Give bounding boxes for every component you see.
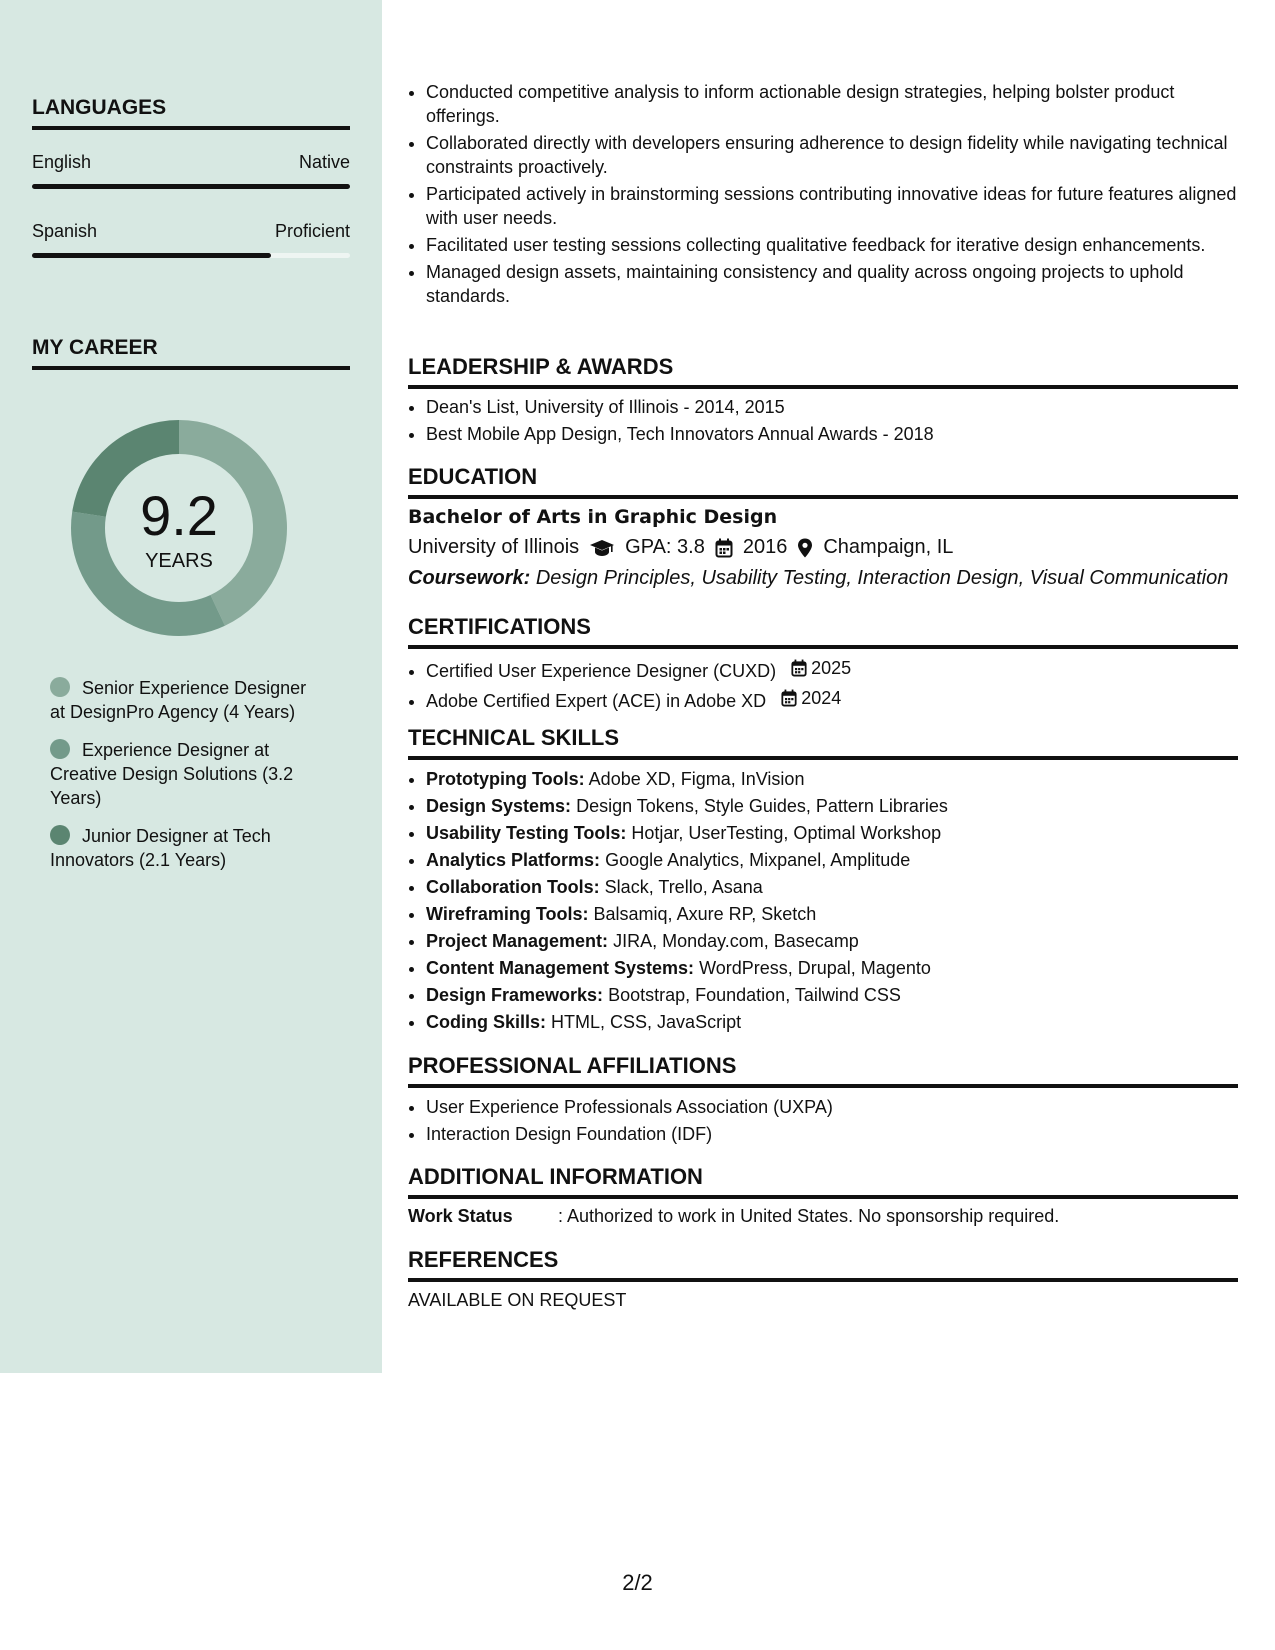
work-status-label: Work Status <box>408 1206 513 1226</box>
skill-label: Content Management Systems: <box>426 958 695 978</box>
language-bar-fill <box>32 253 271 258</box>
list-item: • Interaction Design Foundation (IDF) <box>426 1122 1238 1146</box>
skill-label: Design Systems: <box>426 796 572 816</box>
skill-label: Prototyping Tools: <box>426 769 585 789</box>
list-item: • Collaborated directly with developers ensuring adherence to design fidelity while navigating technical constraints proactively. <box>426 131 1238 179</box>
list-item: • Conducted competitive analysis to inform actionable design strategies, helping bolster product offerings. <box>426 80 1238 128</box>
list-item <box>426 794 1238 818</box>
skill-value: Adobe XD, Figma, InVision <box>588 769 805 789</box>
certification-name: Adobe Certified Expert (ACE) in Adobe XD <box>426 691 767 711</box>
experience-bullets <box>408 80 1238 311</box>
list-item <box>426 929 1238 953</box>
certifications-list <box>408 656 1238 716</box>
legend-dot <box>50 677 70 697</box>
skill-value: Slack, Trello, Asana <box>604 877 763 897</box>
calendar-icon <box>791 659 807 677</box>
certification-year-wrap <box>791 656 851 680</box>
certifications-heading: CERTIFICATIONS <box>408 614 1238 649</box>
additional-info-row <box>408 1206 1238 1227</box>
education-location: Champaign, IL <box>823 536 954 558</box>
languages-heading: LANGUAGES <box>32 96 350 130</box>
legend-dot <box>50 825 70 845</box>
skill-label: Usability Testing Tools: <box>426 823 627 843</box>
list-item: • Facilitated user testing sessions collecting qualitative feedback for iterative design enhancements. <box>426 233 1238 257</box>
language-row-english <box>32 152 350 173</box>
education-heading: EDUCATION <box>408 464 1238 499</box>
skill-label: Collaboration Tools: <box>426 877 600 897</box>
legend-label: Senior Experience Designer at DesignPro Agency (4 Years) <box>50 678 307 722</box>
career-heading: MY CAREER <box>32 336 350 370</box>
skill-value: Google Analytics, Mixpanel, Amplitude <box>605 850 911 870</box>
career-legend <box>50 676 320 886</box>
affiliations-list <box>408 1095 1238 1149</box>
skill-value: Hotjar, UserTesting, Optimal Workshop <box>631 823 942 843</box>
affiliations-heading: PROFESSIONAL AFFILIATIONS <box>408 1053 1238 1088</box>
page-number: 2/2 <box>622 1570 653 1595</box>
certification-year: 2025 <box>811 658 852 678</box>
language-level: Native <box>298 152 350 172</box>
list-item <box>426 848 1238 872</box>
list-item: • Best Mobile App Design, Tech Innovators Annual Awards - 2018 <box>426 422 1238 446</box>
gpa: GPA: 3.8 <box>625 536 705 558</box>
certification-name: Certified User Experience Designer (CUXD) <box>426 661 777 681</box>
skill-value: Balsamiq, Axure RP, Sketch <box>593 904 817 924</box>
list-item <box>426 656 1238 683</box>
legend-label: Junior Designer at Tech Innovators (2.1 Years) <box>50 826 271 870</box>
language-bar-english <box>32 184 350 189</box>
map-pin-icon <box>797 538 813 558</box>
skill-value: WordPress, Drupal, Magento <box>699 958 931 978</box>
graduation-cap-icon <box>589 538 615 558</box>
list-item <box>426 1010 1238 1034</box>
list-item: • Participated actively in brainstorming sessions contributing innovative ideas for future features aligned with user needs. <box>426 182 1238 230</box>
list-item: • User Experience Professionals Association (UXPA) <box>426 1095 1238 1119</box>
career-legend-item <box>50 738 320 810</box>
additional-info-heading: ADDITIONAL INFORMATION <box>408 1164 1238 1199</box>
list-item <box>426 983 1238 1007</box>
skill-label: Wireframing Tools: <box>426 904 589 924</box>
education-entry <box>408 506 1238 590</box>
language-level: Proficient <box>274 221 350 241</box>
leadership-list <box>408 395 1238 449</box>
skill-label: Analytics Platforms: <box>426 850 601 870</box>
skill-value: Bootstrap, Foundation, Tailwind CSS <box>608 985 901 1005</box>
language-row-spanish <box>32 221 350 242</box>
skill-value: Design Tokens, Style Guides, Pattern Libraries <box>576 796 948 816</box>
career-total-unit: YEARS <box>145 550 213 572</box>
list-item <box>426 956 1238 980</box>
legend-dot <box>50 739 70 759</box>
references-heading: REFERENCES <box>408 1247 1238 1282</box>
career-legend-item <box>50 676 320 724</box>
list-item <box>426 767 1238 791</box>
skills-heading: TECHNICAL SKILLS <box>408 725 1238 760</box>
skills-list <box>408 767 1238 1037</box>
skill-label: Project Management: <box>426 931 609 951</box>
language-bar-fill <box>32 184 350 189</box>
school-name: University of Illinois <box>408 536 580 558</box>
coursework-list: Design Principles, Usability Testing, Interaction Design, Visual Communication <box>535 567 1229 589</box>
sidebar <box>0 0 382 1373</box>
degree-title: Bachelor of Arts in Graphic Design <box>408 506 778 528</box>
skill-value: HTML, CSS, JavaScript <box>551 1012 742 1032</box>
coursework <box>408 567 1238 590</box>
references-text: AVAILABLE ON REQUEST <box>408 1290 627 1310</box>
career-total-value: 9.2 <box>140 484 218 547</box>
coursework-label: Coursework: <box>408 567 531 589</box>
language-name: English <box>32 152 92 172</box>
graduation-year: 2016 <box>742 536 788 558</box>
list-item: • Managed design assets, maintaining consistency and quality across ongoing projects to uphold standards. <box>426 260 1238 308</box>
leadership-heading: LEADERSHIP & AWARDS <box>408 354 1238 389</box>
language-bar-spanish <box>32 253 350 258</box>
list-item <box>426 686 1238 713</box>
career-donut-chart <box>66 415 292 641</box>
education-details <box>408 536 1238 559</box>
skill-label: Design Frameworks: <box>426 985 604 1005</box>
skill-value: JIRA, Monday.com, Basecamp <box>613 931 859 951</box>
legend-label: Experience Designer at Creative Design Solutions (3.2 Years) <box>50 740 294 808</box>
list-item: • Dean's List, University of Illinois - 2014, 2015 <box>426 395 1238 419</box>
list-item <box>426 821 1238 845</box>
calendar-icon <box>715 538 733 558</box>
calendar-icon <box>781 689 797 707</box>
certification-year-wrap <box>781 686 841 710</box>
language-name: Spanish <box>32 221 98 241</box>
list-item <box>426 875 1238 899</box>
certification-year: 2024 <box>801 688 842 708</box>
work-status-value: : Authorized to work in United States. No sponsorship required. <box>558 1206 1060 1226</box>
list-item <box>426 902 1238 926</box>
career-legend-item <box>50 824 320 872</box>
skill-label: Coding Skills: <box>426 1012 547 1032</box>
